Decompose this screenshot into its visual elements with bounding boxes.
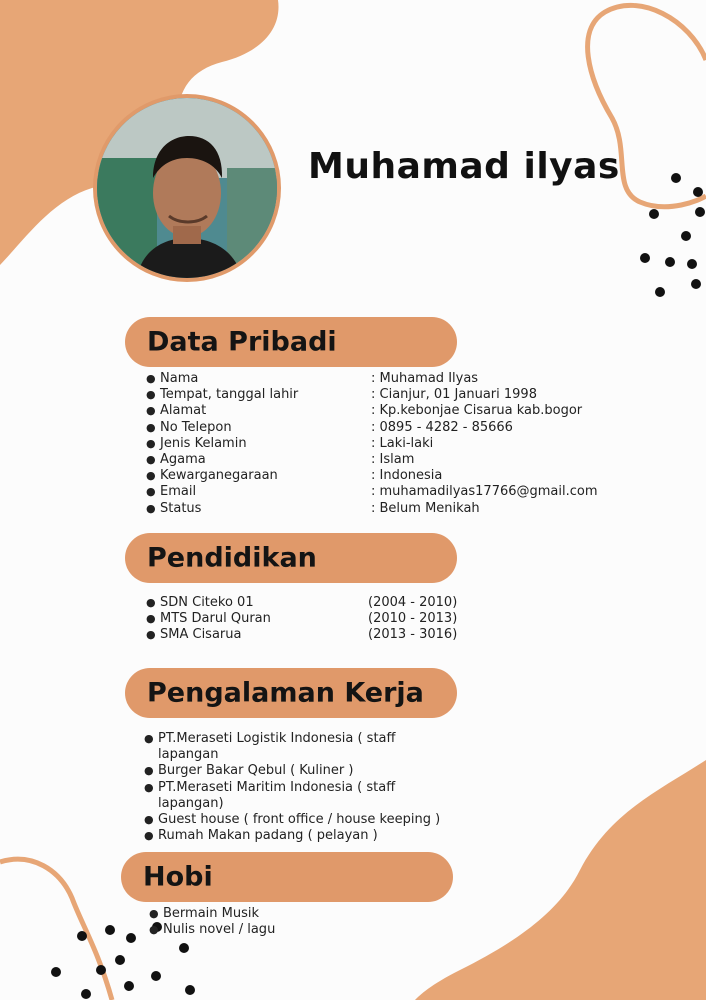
list-item: ● PT.Meraseti Maritim Indonesia ( staff lapangan) bbox=[144, 779, 396, 811]
list-item: ● Nama : Muhamad Ilyas bbox=[146, 371, 479, 386]
list-item: ● Kewarganegaraan : Indonesia bbox=[146, 468, 443, 484]
list-item: ● Burger Bakar Qebul ( Kuliner ) bbox=[144, 763, 354, 779]
list-item: ● Jenis Kelamin : Laki-laki bbox=[146, 435, 434, 451]
section-header-personal bbox=[125, 317, 457, 367]
list-item: ● Alamat : Kp.kebonjae Cisarua kab.bogor bbox=[146, 403, 583, 419]
list-item: ● SDN Citeko 01 (2004 - 2010) bbox=[146, 595, 458, 610]
experience-list bbox=[144, 731, 488, 844]
list-item: ● SMA Cisarua (2013 - 3016) bbox=[146, 627, 458, 643]
list-item: ● Tempat, tanggal lahir : Cianjur, 01 Januari 1998 bbox=[146, 387, 537, 403]
list-item: ● Email : muhamadilyas17766@gmail.com bbox=[146, 484, 598, 500]
profile-photo bbox=[93, 94, 281, 282]
list-item: ● MTS Darul Quran (2010 - 2013) bbox=[146, 611, 458, 627]
section-title-experience: Pengalaman Kerja bbox=[147, 677, 424, 709]
person-portrait-icon bbox=[97, 98, 277, 278]
personal-data-list bbox=[146, 371, 620, 517]
list-item: ● Nulis novel / lagu bbox=[149, 922, 276, 938]
list-item: ● Bermain Musik bbox=[149, 906, 260, 921]
list-item: ● Rumah Makan padang ( pelayan ) bbox=[144, 828, 378, 844]
page-title: Muhamad ilyas bbox=[308, 146, 620, 187]
hobbies-list bbox=[149, 906, 363, 938]
section-header-hobbies bbox=[121, 852, 453, 902]
list-item: ● Status : Belum Menikah bbox=[146, 500, 480, 516]
list-item: ● PT.Meraseti Logistik Indonesia ( staff lapangan bbox=[144, 731, 396, 763]
top-right-dots bbox=[640, 173, 705, 297]
section-header-experience bbox=[125, 668, 457, 718]
list-item: ● Guest house ( front office / house keeping ) bbox=[144, 812, 441, 828]
bottom-left-outline bbox=[0, 859, 112, 1000]
education-list bbox=[146, 595, 480, 644]
section-header-education bbox=[125, 533, 457, 583]
section-title-education: Pendidikan bbox=[147, 542, 317, 574]
section-title-personal: Data Pribadi bbox=[147, 326, 337, 358]
section-title-hobbies: Hobi bbox=[143, 861, 213, 893]
list-item: ● No Telepon : 0895 - 4282 - 85666 bbox=[146, 419, 513, 435]
list-item: ● Agama : Islam bbox=[146, 452, 415, 468]
